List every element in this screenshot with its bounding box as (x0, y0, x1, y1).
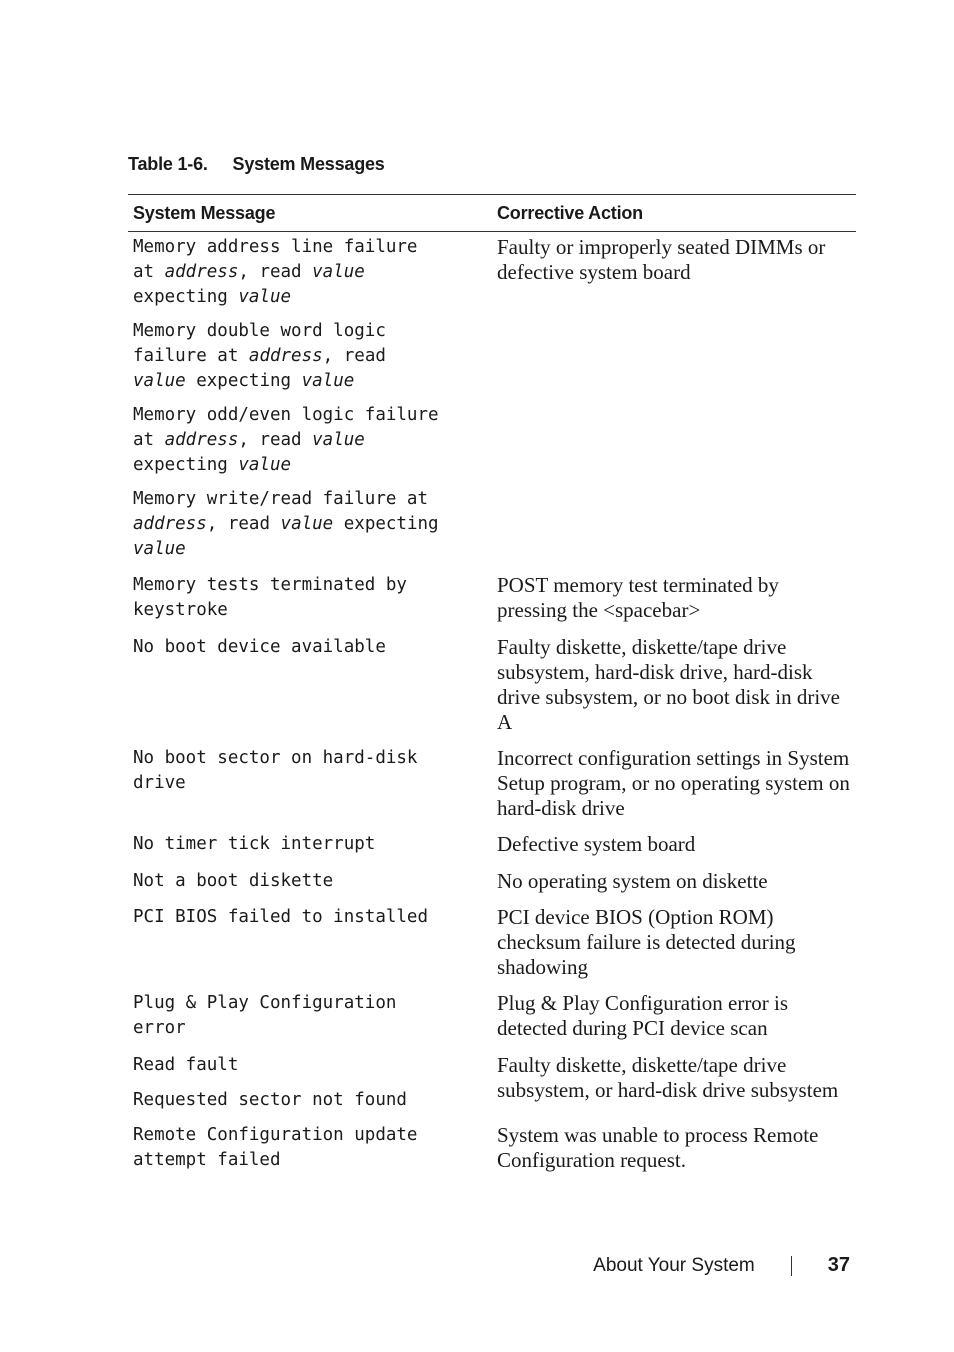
message-text: No boot sector on hard-disk (133, 748, 418, 768)
action-line: defective system board (497, 260, 691, 284)
system-message (133, 319, 386, 394)
system-message (133, 487, 439, 562)
corrective-action (497, 635, 853, 735)
message-variable: address (164, 262, 239, 282)
system-message (133, 746, 417, 796)
message-text: Memory odd/even logic failure (133, 405, 439, 425)
message-text: No boot device available (133, 637, 386, 657)
message-text: expecting (185, 371, 302, 391)
message-line (133, 235, 417, 260)
message-variable: value (133, 371, 186, 391)
message-line (133, 428, 439, 453)
system-messages-table (128, 194, 856, 1172)
message-variable: value (280, 514, 334, 534)
message-variable: value (133, 539, 186, 559)
system-message (133, 1088, 407, 1113)
message-line (133, 1016, 396, 1041)
system-message (133, 869, 333, 894)
action-line: subsystem, or hard-disk drive subsystem (497, 1078, 839, 1102)
action-line: PCI device BIOS (Option ROM) (497, 905, 774, 929)
message-line (133, 344, 386, 369)
message-text: Read fault (133, 1055, 239, 1075)
system-message (133, 1053, 238, 1078)
message-variable: value (238, 287, 292, 307)
message-text: error (133, 1018, 186, 1038)
message-line (133, 285, 417, 310)
table-header (128, 195, 856, 232)
message-line (133, 635, 386, 660)
message-line (133, 1088, 407, 1113)
page-number: 37 (827, 1254, 850, 1276)
message-text: Memory double word logic (133, 321, 386, 341)
header-corrective-action: Corrective Action (497, 202, 643, 223)
message-text: keystroke (133, 600, 228, 620)
message-line (133, 771, 417, 796)
action-line: Faulty diskette, diskette/tape drive (497, 1053, 787, 1077)
corrective-action (497, 905, 853, 980)
message-text: at (133, 262, 165, 282)
action-line: No operating system on diskette (497, 869, 768, 893)
message-variable: value (238, 455, 292, 475)
system-message (133, 235, 417, 310)
message-text: expecting (333, 514, 439, 534)
message-line (133, 260, 417, 285)
action-line: A (497, 710, 513, 734)
message-line (133, 598, 407, 623)
message-text: drive (133, 773, 186, 793)
message-text: attempt failed (133, 1150, 281, 1170)
system-message (133, 403, 439, 478)
header-system-message: System Message (133, 202, 276, 223)
corrective-action (497, 746, 853, 821)
action-line: shadowing (497, 955, 588, 979)
message-line (133, 991, 396, 1016)
message-line (133, 319, 386, 344)
action-line: hard-disk drive (497, 796, 625, 820)
message-variable: address (248, 346, 323, 366)
system-message (133, 573, 407, 623)
action-line: POST memory test terminated by (497, 573, 779, 597)
message-line (133, 369, 386, 394)
message-text: Requested sector not found (133, 1090, 407, 1110)
corrective-action (497, 991, 853, 1041)
message-text: expecting (133, 287, 239, 307)
action-line: subsystem, hard-disk drive, hard-disk (497, 660, 813, 684)
message-variable: address (164, 430, 239, 450)
message-text: expecting (133, 455, 239, 475)
footer-section-title: About Your System (593, 1254, 755, 1276)
action-line: Setup program, or no operating system on (497, 771, 850, 795)
message-line (133, 453, 439, 478)
corrective-action (497, 1053, 853, 1103)
table-title: System Messages (232, 154, 385, 174)
message-text: failure at (133, 346, 249, 366)
system-message (133, 635, 386, 660)
message-text: , read (238, 262, 313, 282)
message-line (133, 1148, 417, 1173)
message-text: Memory address line failure (133, 237, 418, 257)
action-line: Defective system board (497, 832, 696, 856)
action-line: drive subsystem, or no boot disk in drive (497, 685, 840, 709)
message-text: at (133, 430, 165, 450)
system-message (133, 832, 375, 857)
system-message (133, 991, 396, 1041)
message-variable: address (133, 514, 207, 534)
action-line: Plug & Play Configuration error is (497, 991, 789, 1015)
message-line (133, 403, 439, 428)
message-line (133, 537, 439, 562)
message-text: Not a boot diskette (133, 871, 334, 891)
message-line (133, 869, 333, 894)
message-variable: value (312, 430, 365, 450)
message-line (133, 746, 417, 771)
system-message (133, 1123, 417, 1173)
message-line (133, 573, 407, 598)
message-text: PCI BIOS failed to installed (133, 907, 429, 927)
message-line (133, 832, 375, 857)
message-line (133, 512, 439, 537)
corrective-action (497, 869, 853, 894)
action-line: Faulty diskette, diskette/tape drive (497, 635, 787, 659)
message-text: Plug & Play Configuration (133, 993, 397, 1013)
action-line: Configuration request. (497, 1148, 686, 1172)
table-number: Table 1-6. (128, 154, 208, 174)
message-line (133, 905, 428, 930)
action-line: Faulty or improperly seated DIMMs or (497, 235, 826, 259)
corrective-action (497, 573, 853, 623)
message-text: , read (206, 514, 281, 534)
corrective-action (497, 1123, 853, 1173)
action-line: System was unable to process Remote (497, 1123, 819, 1147)
message-text: No timer tick interrupt (133, 834, 376, 854)
message-variable: value (312, 262, 365, 282)
action-line: Incorrect configuration settings in System (497, 746, 850, 770)
message-text: Memory write/read failure at (133, 489, 429, 509)
message-text: Remote Configuration update (133, 1125, 418, 1145)
corrective-action (497, 832, 853, 857)
message-text: Memory tests terminated by (133, 575, 407, 595)
corrective-action (497, 235, 853, 285)
action-line: detected during PCI device scan (497, 1016, 768, 1040)
message-variable: value (301, 371, 355, 391)
action-line: checksum failure is detected during (497, 930, 796, 954)
action-line: pressing the <spacebar> (497, 598, 701, 622)
page-footer (593, 1254, 850, 1277)
message-text: , read (322, 346, 386, 366)
system-message (133, 905, 428, 930)
message-line (133, 1123, 417, 1148)
table-caption (128, 154, 385, 175)
message-text: , read (238, 430, 313, 450)
message-line (133, 1053, 238, 1078)
footer-divider (791, 1256, 792, 1276)
message-line (133, 487, 439, 512)
